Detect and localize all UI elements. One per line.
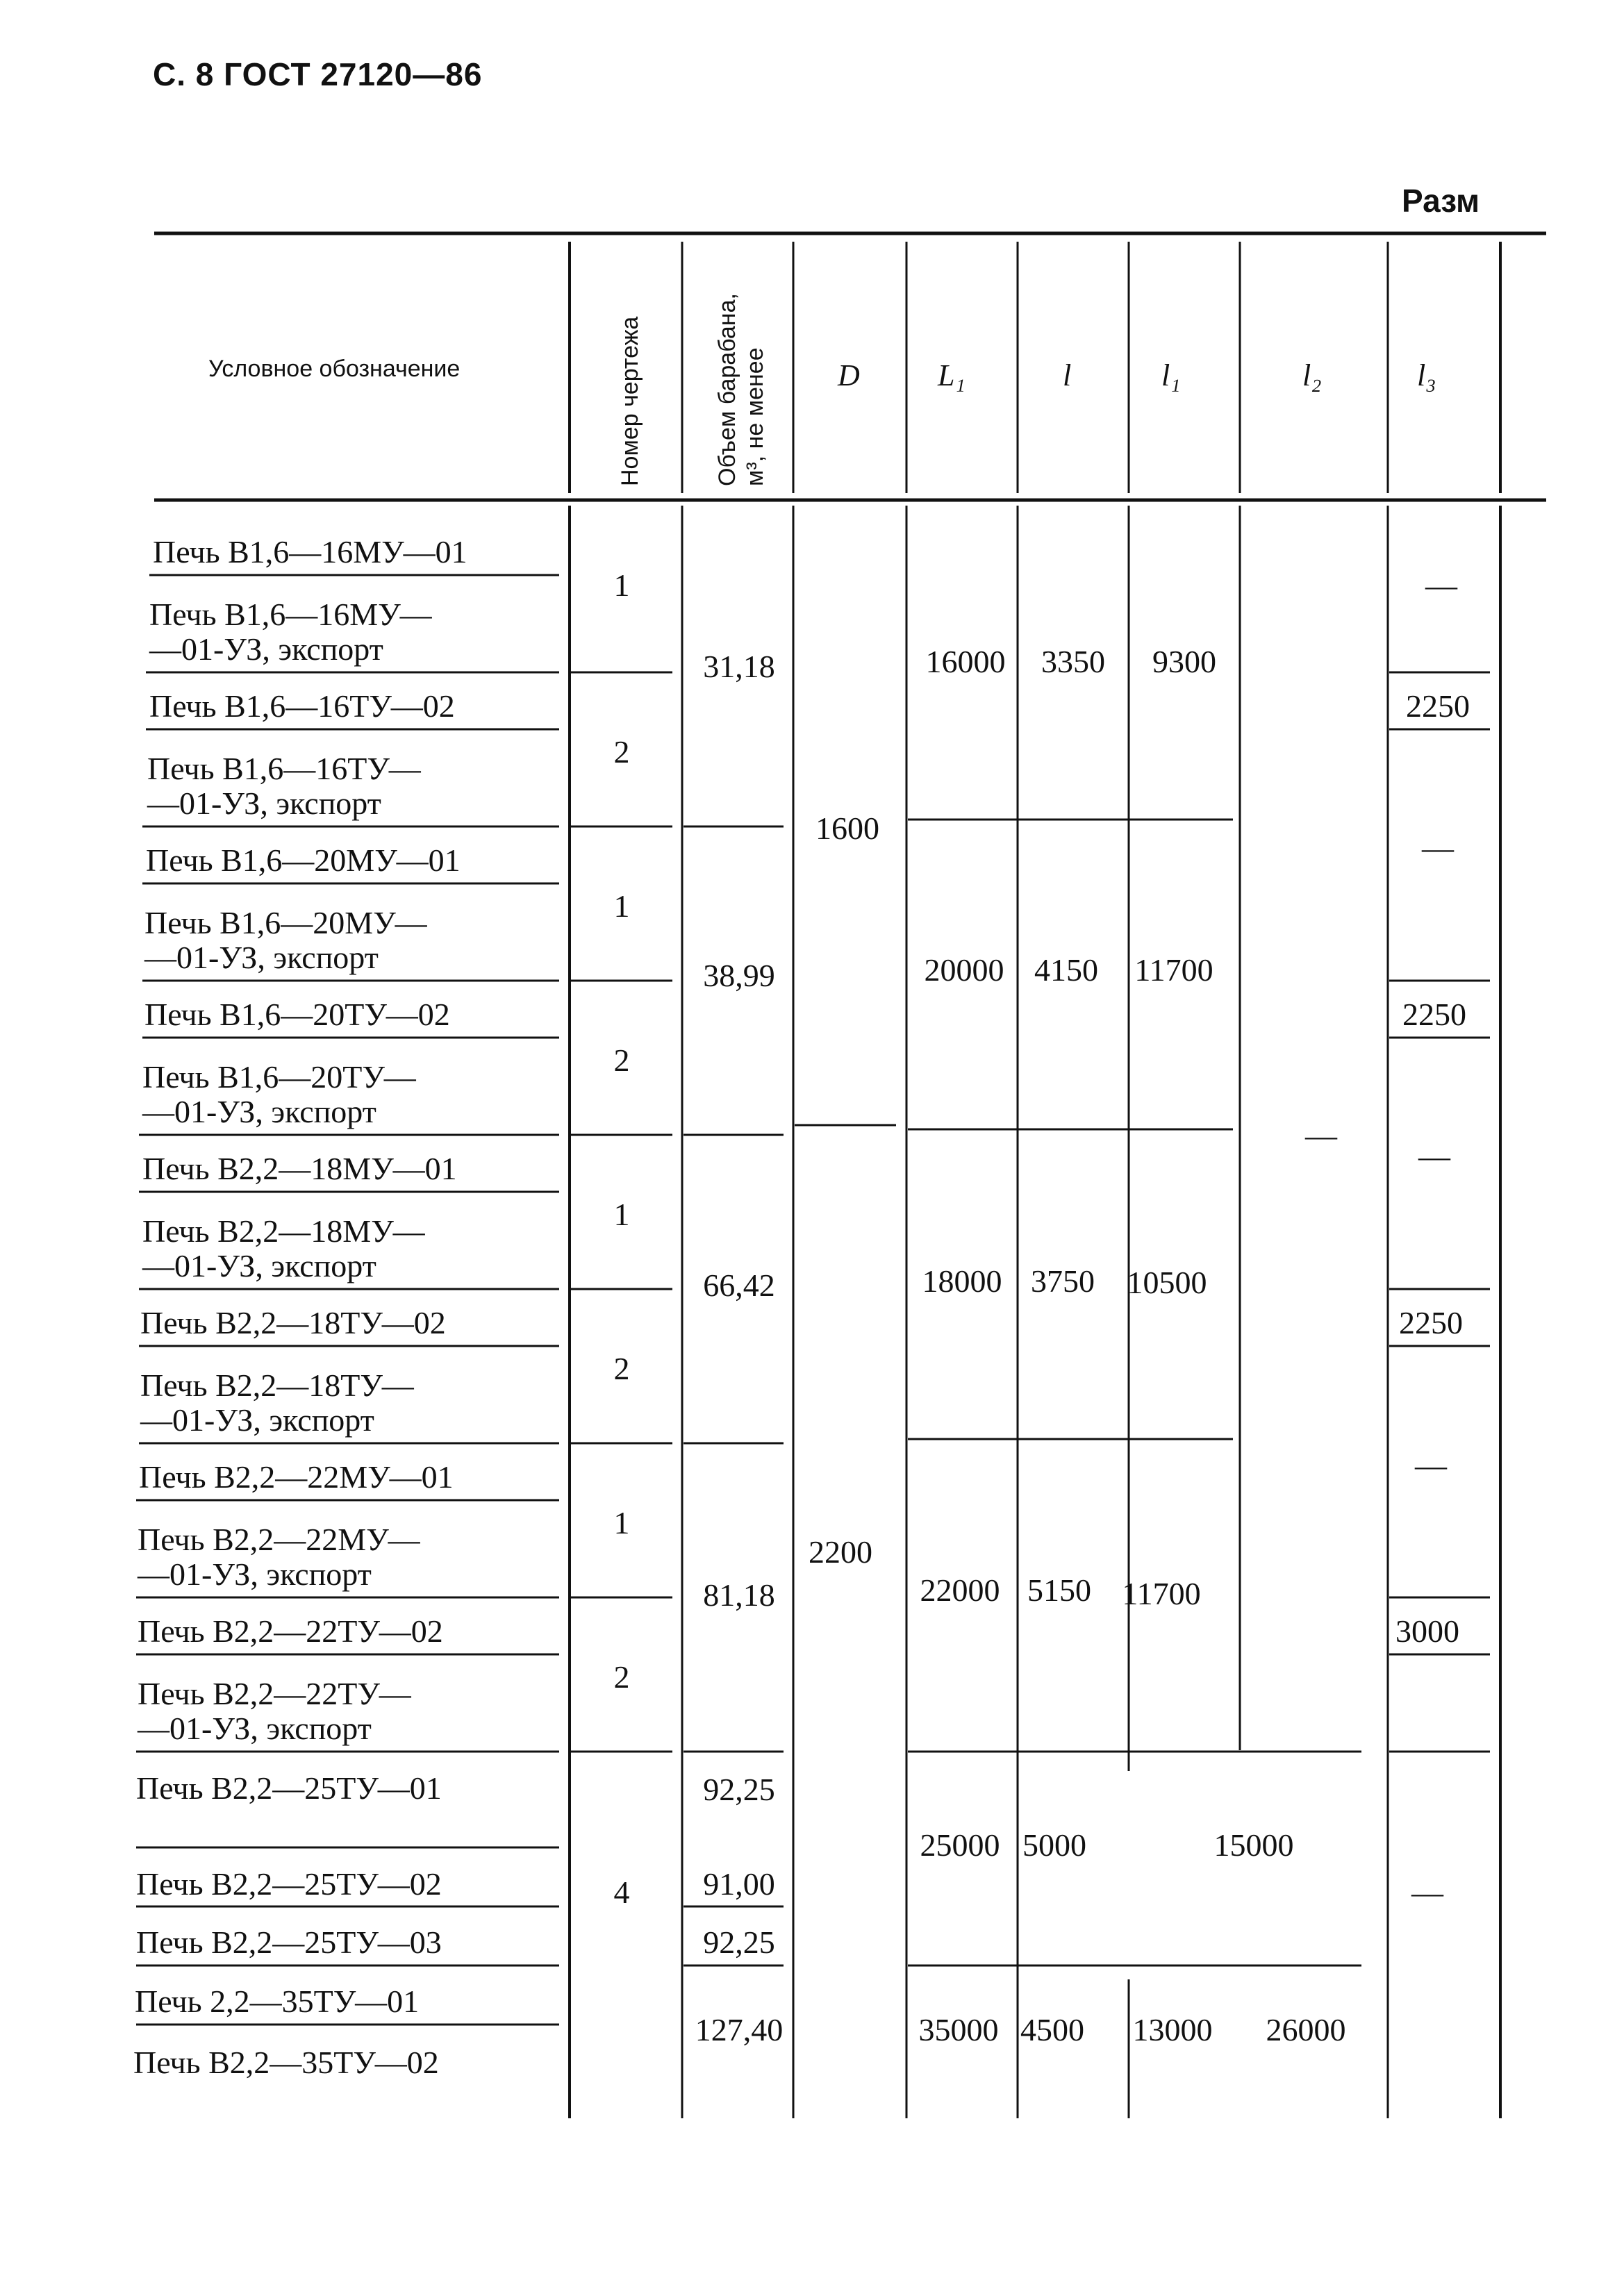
drawing-no: 1 bbox=[613, 888, 630, 924]
drawing-no: 2 bbox=[613, 1351, 630, 1386]
volume: 38,99 bbox=[703, 958, 775, 993]
page-header: С. 8 ГОСТ 27120—86 bbox=[153, 56, 483, 92]
l-value: 5000 bbox=[1022, 1827, 1086, 1863]
volume: 127,40 bbox=[695, 2012, 784, 2047]
designation: —01-УЗ, экспорт bbox=[149, 631, 383, 667]
l1-value: 13000 bbox=[1132, 2012, 1213, 2047]
designation: Печь В2,2—22МУ—01 bbox=[139, 1459, 454, 1495]
drawing-no: 1 bbox=[613, 1505, 630, 1540]
col-header-l3: l₃ bbox=[1417, 358, 1436, 392]
l3-value: — bbox=[1411, 1875, 1443, 1910]
designation: Печь В2,2—18МУ— bbox=[142, 1213, 425, 1249]
l2-value: 26000 bbox=[1266, 2012, 1346, 2047]
L1-value: 16000 bbox=[925, 644, 1006, 679]
drawing-no: 2 bbox=[613, 1659, 630, 1695]
volume: 92,25 bbox=[703, 1925, 775, 1960]
designation: Печь В2,2—25ТУ—03 bbox=[136, 1925, 442, 1960]
col-header-volume-line1: Объем барабана, bbox=[714, 293, 740, 486]
designation: Печь В1,6—20МУ— bbox=[144, 905, 427, 940]
col-header-volume-line2: м³, не менее bbox=[742, 347, 768, 486]
designation: Печь В1,6—16ТУ—02 bbox=[149, 688, 455, 724]
volume: 66,42 bbox=[703, 1268, 775, 1303]
drawing-no: 2 bbox=[613, 1042, 630, 1078]
col-header-l1: l₁ bbox=[1161, 358, 1181, 392]
l3-value: 2250 bbox=[1399, 1305, 1463, 1340]
L1-value: 25000 bbox=[920, 1827, 1000, 1863]
diameter: 1600 bbox=[815, 811, 879, 846]
drawing-no: 2 bbox=[613, 734, 630, 770]
volume: 81,18 bbox=[703, 1577, 775, 1613]
diameter: 2200 bbox=[809, 1534, 872, 1570]
l-value: 4500 bbox=[1020, 2012, 1084, 2047]
designation: —01-УЗ, экспорт bbox=[140, 1402, 374, 1438]
designation: —01-УЗ, экспорт bbox=[138, 1711, 372, 1746]
L1-value: 18000 bbox=[922, 1263, 1002, 1299]
l3-value: 3000 bbox=[1395, 1613, 1459, 1649]
designation: Печь В1,6—16МУ—01 bbox=[153, 534, 467, 570]
col-header-D: D bbox=[838, 358, 860, 392]
designation: Печь В2,2—22МУ— bbox=[138, 1522, 420, 1557]
col-header-drawing-no: Номер чертежа bbox=[617, 316, 643, 486]
l1-l2-merged-value: 15000 bbox=[1213, 1827, 1294, 1863]
drawing-no-column bbox=[614, 567, 630, 1910]
L1-value: 20000 bbox=[924, 952, 1004, 988]
designation: Печь В2,2—18ТУ— bbox=[140, 1368, 414, 1403]
l3-value: — bbox=[1415, 1447, 1447, 1483]
col-header-L1: L₁ bbox=[938, 358, 966, 392]
l1-value: 11700 bbox=[1134, 952, 1213, 988]
drawing-no: 1 bbox=[613, 1197, 630, 1232]
l-value: 5150 bbox=[1027, 1572, 1091, 1608]
designation: —01-УЗ, экспорт bbox=[138, 1556, 372, 1592]
l2-value: — bbox=[1305, 1117, 1337, 1153]
col-header-l: l bbox=[1063, 358, 1072, 392]
l-column bbox=[1020, 644, 1105, 2047]
l1-column bbox=[1122, 644, 1216, 2047]
volume: 91,00 bbox=[703, 1866, 775, 1902]
l3-value: — bbox=[1425, 567, 1457, 603]
designation: Печь В2,2—22ТУ—02 bbox=[138, 1613, 443, 1649]
designation: Печь 2,2—35ТУ—01 bbox=[135, 1984, 420, 2019]
l3-value: — bbox=[1422, 830, 1454, 865]
l3-column bbox=[1395, 567, 1470, 1910]
L1-value: 35000 bbox=[918, 2012, 999, 2047]
l1-value: 11700 bbox=[1122, 1576, 1201, 1611]
designation: Печь В2,2—22ТУ— bbox=[138, 1676, 411, 1711]
L1-column bbox=[919, 644, 1006, 2047]
l3-value: 2250 bbox=[1402, 997, 1466, 1032]
drawing-no: 4 bbox=[613, 1875, 630, 1910]
designation: Печь В1,6—16МУ— bbox=[149, 597, 432, 632]
designation: Печь В2,2—25ТУ—01 bbox=[136, 1770, 442, 1806]
designation: —01-УЗ, экспорт bbox=[147, 786, 381, 821]
designation: —01-УЗ, экспорт bbox=[142, 1248, 376, 1283]
designation: Печь В2,2—18ТУ—02 bbox=[140, 1305, 446, 1340]
designation: Печь В2,2—18МУ—01 bbox=[142, 1151, 457, 1186]
col-header-designation: Условное обозначение bbox=[208, 356, 461, 382]
L1-value: 22000 bbox=[920, 1572, 1000, 1608]
drawing-no: 1 bbox=[613, 567, 630, 603]
designation: Печь В1,6—16ТУ— bbox=[147, 751, 421, 786]
table-continuation-label: Разм bbox=[1402, 183, 1480, 219]
l-value: 3350 bbox=[1041, 644, 1105, 679]
designation: —01-УЗ, экспорт bbox=[144, 940, 379, 975]
l1-value: 9300 bbox=[1152, 644, 1216, 679]
designation: Печь В2,2—35ТУ—02 bbox=[133, 2045, 439, 2080]
designation: Печь В1,6—20МУ—01 bbox=[146, 842, 461, 878]
volume-column bbox=[695, 649, 784, 2047]
designation: —01-УЗ, экспорт bbox=[142, 1094, 376, 1129]
volume: 92,25 bbox=[703, 1772, 775, 1807]
l3-value: — bbox=[1418, 1138, 1450, 1174]
l1-value: 10500 bbox=[1127, 1265, 1207, 1300]
designation: Печь В1,6—20ТУ— bbox=[142, 1059, 416, 1095]
l-value: 3750 bbox=[1031, 1263, 1095, 1299]
l-value: 4150 bbox=[1034, 952, 1098, 988]
l3-value: 2250 bbox=[1406, 688, 1470, 724]
designation: Печь В1,6—20ТУ—02 bbox=[144, 997, 450, 1032]
volume: 31,18 bbox=[703, 649, 775, 684]
col-header-l2: l₂ bbox=[1302, 358, 1322, 392]
designation: Печь В2,2—25ТУ—02 bbox=[136, 1866, 442, 1902]
